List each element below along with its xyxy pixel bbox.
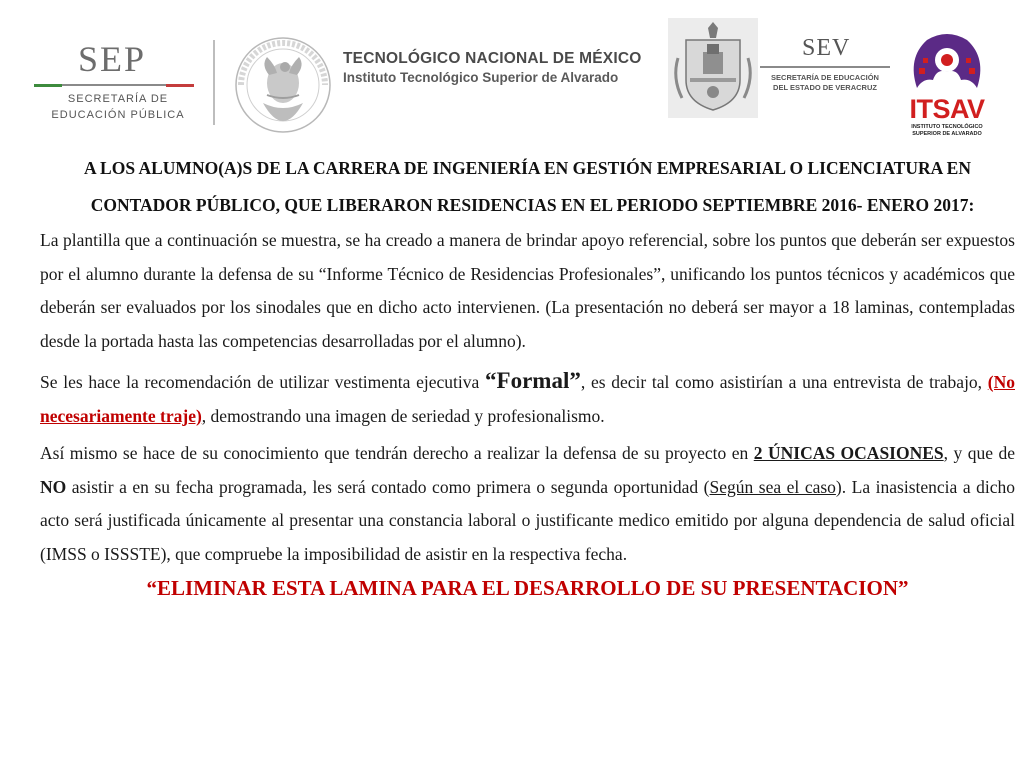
sev-subtitle-line1: SECRETARÍA DE EDUCACIÓN (771, 73, 879, 82)
defense-text-middle1: , y que de (943, 443, 1015, 463)
formal-emphasis: “Formal” (485, 368, 581, 393)
heading (40, 150, 1015, 224)
itsav-subtitle-line1: INSTITUTO TECNOLÓGICO (911, 124, 983, 130)
case-note-underlined: Según sea el caso (709, 476, 836, 497)
sev-logo (760, 35, 890, 105)
itsav-subtitle-line2: SUPERIOR DE ALVARADO (912, 131, 982, 137)
sep-logo (28, 38, 198, 133)
sep-acronym: SEP (78, 39, 147, 79)
veracruz-coat-of-arms-icon (668, 18, 758, 118)
itsav-name: ITSAV (909, 94, 985, 124)
defense-text-after: ). La inasistencia a dicho acto será justificada únicamente al presentar una constancia laboral o justificante medico emitido por alguna dependencia de salud oficial (IMSS o ISSSTE), que compruebe la imposibilidad de asistir en la respectiva fecha. (40, 476, 1015, 564)
paragraph-defense-attempts (40, 437, 1015, 571)
dress-code-text-before: Se les hace la recomendación de utilizar vestimenta ejecutiva (40, 372, 486, 392)
mexico-national-seal-icon (233, 35, 333, 135)
sev-divider-line (760, 66, 890, 68)
sep-red-accent (166, 84, 194, 87)
tecnm-title-block (343, 50, 642, 85)
logo-divider (213, 40, 215, 125)
paragraph-template-purpose: La plantilla que a continuación se muestra, se ha creado a manera de brindar apoyo referencial, sobre los puntos que deberán ser expuestos por el alumno durante la defensa de su “Informe Técnico de Residencias Profesionales”, unificando los puntos técnicos y académicos que deberán ser evaluados por los sinodales que en dicho acto intervienen. (La presentación no deberá ser mayor a 18 laminas, contempladas desde la portada hasta las competencias desarrolladas por el alumno). (40, 230, 1015, 351)
sev-acronym: SEV (802, 35, 851, 61)
heading-line1: A LOS ALUMNO(A)S DE LA CARRERA DE INGENIERÍA EN GESTIÓN EMPRESARIAL O LICENCIATURA EN (84, 158, 971, 178)
itsav-emblem-icon (897, 28, 997, 98)
no-emphasis: NO (40, 476, 67, 497)
slide-content (40, 150, 1015, 603)
two-attempts-emphasis: 2 ÚNICAS OCASIONES (753, 443, 944, 463)
dress-code-text-after: , demostrando una imagen de seriedad y profesionalismo. (201, 405, 605, 426)
tecnm-title: TECNOLÓGICO NACIONAL DE MÉXICO (343, 50, 642, 67)
paragraph-dress-code (40, 364, 1015, 433)
itsav-logo (897, 28, 997, 138)
sep-subtitle-line2: EDUCACIÓN PÚBLICA (51, 109, 185, 121)
defense-text-middle2: asistir a en su fecha programada, les será contado como primera o segunda oportunidad ( (66, 476, 710, 497)
defense-text-before: Así mismo se hace de su conocimiento que tendrán derecho a realizar la defensa de su proyecto en (40, 443, 754, 463)
dress-code-text-middle: , es decir tal como asistirían a una entrevista de trabajo, (580, 372, 988, 392)
heading-line2: CONTADOR PÚBLICO, QUE LIBERARON RESIDENCIAS EN EL PERIODO SEPTIEMBRE 2016- ENERO 2017: (90, 195, 975, 215)
sep-subtitle-line1: SECRETARÍA DE (67, 93, 169, 105)
tecnm-subtitle: Instituto Tecnológico Superior de Alvarado (343, 70, 619, 85)
sep-green-accent (34, 84, 62, 87)
closing-instruction: “ELIMINAR ESTA LAMINA PARA EL DESARROLLO DE SU PRESENTACION” (146, 576, 909, 600)
suit-note-red: (No necesariamente traje) (40, 372, 1015, 426)
sev-subtitle-line2: DEL ESTADO DE VERACRUZ (773, 83, 877, 92)
header-logos (0, 0, 1024, 150)
